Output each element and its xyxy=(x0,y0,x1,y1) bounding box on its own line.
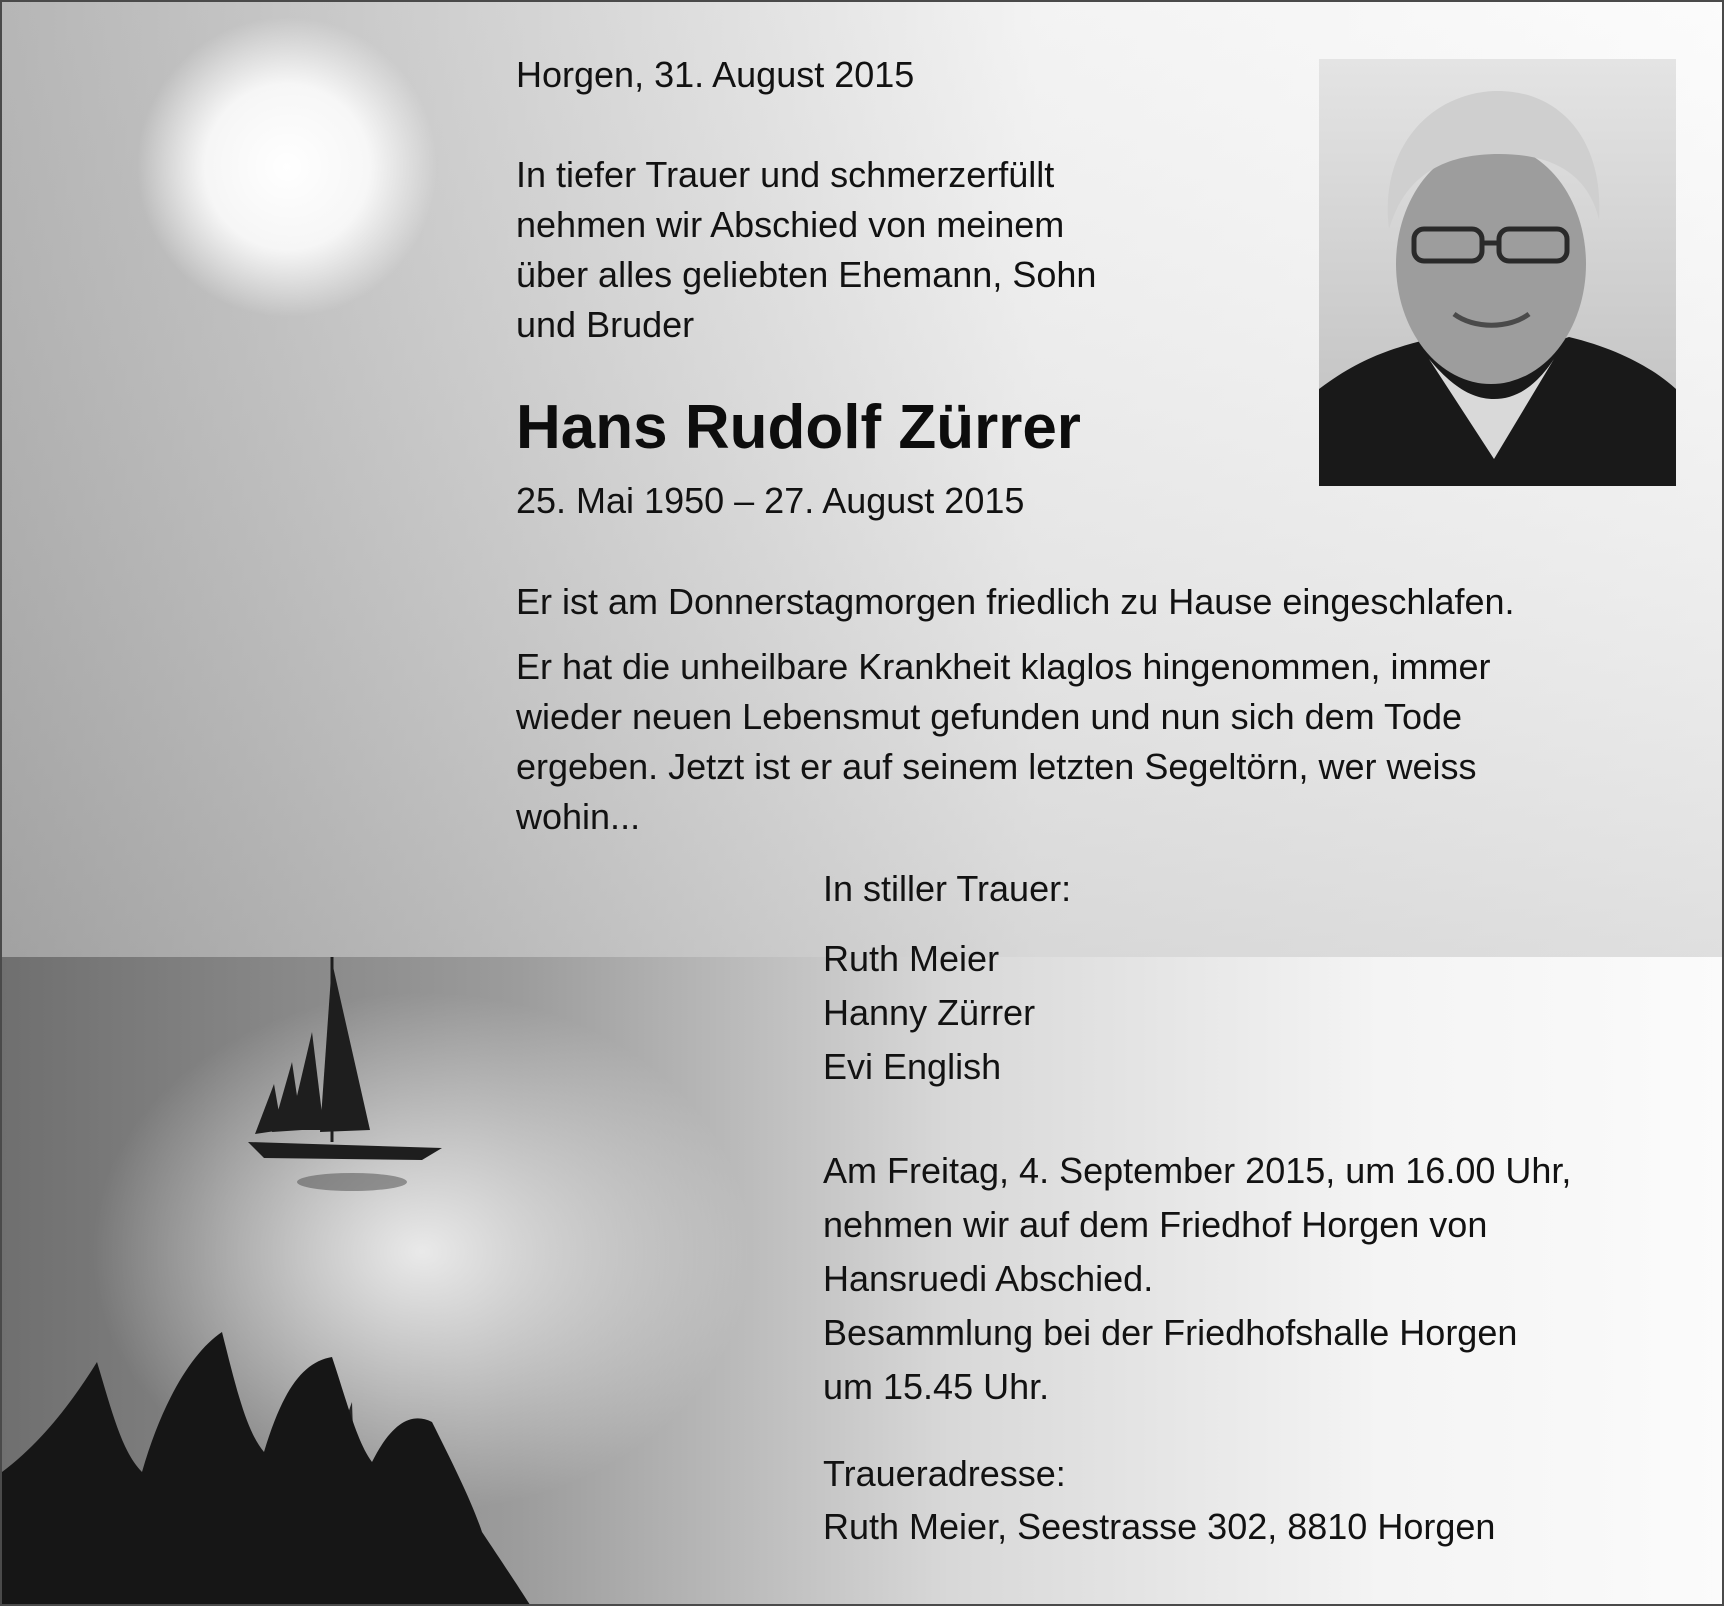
mourner-name: Evi English xyxy=(823,1046,1002,1087)
mourner-name: Ruth Meier xyxy=(823,938,1000,979)
mourner-name: Hanny Zürrer xyxy=(823,992,1036,1033)
intro-text: In tiefer Trauer und schmerzerfüllt nehmen wir Abschied von meinem über alles geliebten Ehemann, Sohn und Bruder xyxy=(516,154,1097,345)
life-dates: 25. Mai 1950 – 27. August 2015 xyxy=(516,480,1025,521)
place-date: Horgen, 31. August 2015 xyxy=(516,54,915,95)
funeral-info: Am Freitag, 4. September 2015, um 16.00 Uhr, nehmen wir auf dem Friedhof Horgen von Hansruedi Abschied. Besammlung bei der Friedhofshalle Horgen um 15.45 Uhr. xyxy=(823,1150,1572,1407)
sun-glow xyxy=(137,17,437,317)
mourners-heading: In stiller Trauer: xyxy=(823,868,1072,909)
deceased-portrait xyxy=(1319,59,1676,486)
deceased-name: Hans Rudolf Zürrer xyxy=(516,393,1081,462)
address-heading: Traueradresse: xyxy=(823,1453,1066,1494)
mourning-address: Ruth Meier, Seestrasse 302, 8810 Horgen xyxy=(823,1506,1496,1547)
portrait-photo xyxy=(1319,59,1676,486)
tribute-text: Er hat die unheilbare Krankheit klaglos hingenommen, immer wieder neuen Lebensmut gefunden und nun sich dem Tode ergeben. Jetzt ist er auf seinem letzten Segeltörn, wer weiss wohin... xyxy=(516,646,1491,837)
death-statement: Er ist am Donnerstagmorgen friedlich zu Hause eingeschlafen. xyxy=(516,581,1515,622)
